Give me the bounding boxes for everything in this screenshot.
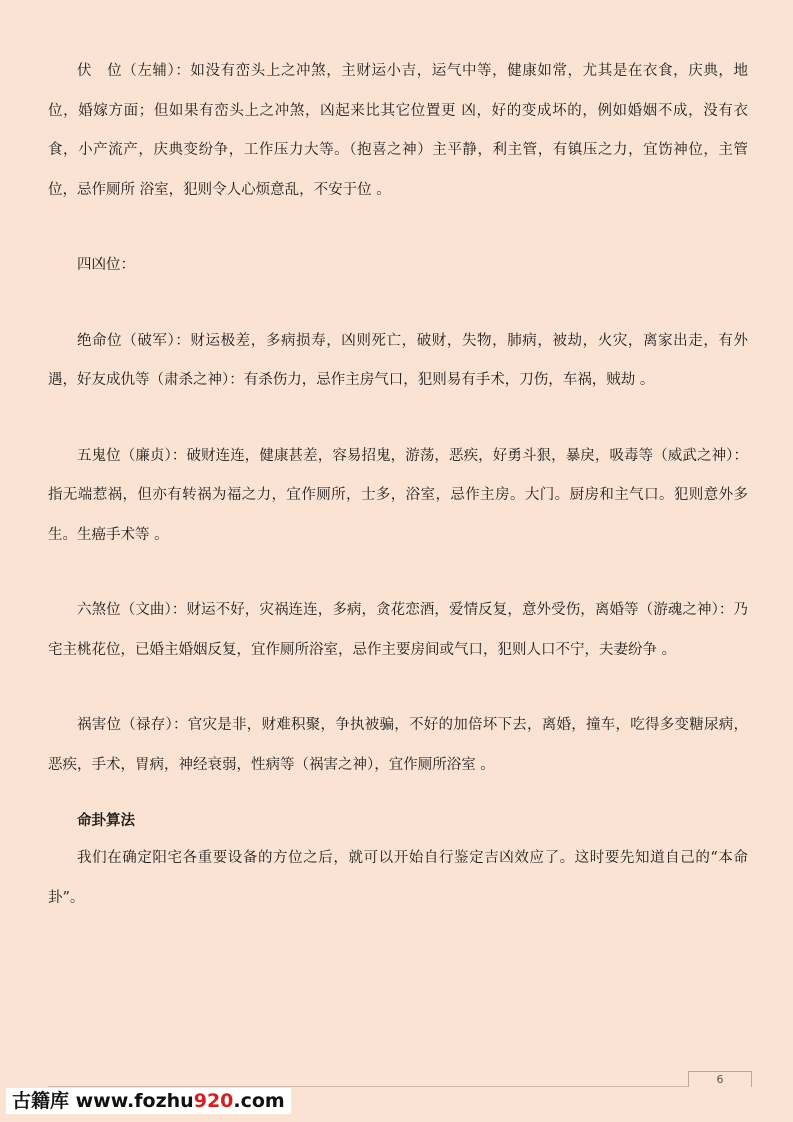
watermark-suffix: .com [233,1090,285,1112]
page-number: 6 [688,1071,752,1087]
section-heading: 命卦算法 [77,812,135,829]
paragraph-jueming: 绝命位（破军）：财运极差，多病损寿，凶则死亡，破财，失物，肺病，被劫，火灾，离家出走，有外遇，好友成仇等（肃杀之神）：有杀伤力，忌作主房气口，犯则易有手术，刀伤，车祸，贼劫 。 [48,332,748,388]
section-paragraph: 我们在确定阳宅各重要设备的方位之后，就可以开始自行鉴定吉凶效应了。这时要先知道自己的“本命卦”。 [48,850,748,906]
paragraph-wugui: 五鬼位（廉贞）：破财连连，健康甚差，容易招鬼，游荡，恶疾，好勇斗狠，暴戾，吸毒等（威武之神）：指无端惹祸，但亦有转祸为福之力，宜作厕所，士多，浴室，忌作主房。大门。厨房和主气口。犯则意外多生。生癌手术等 。 [48,447,748,543]
watermark-prefix: 古籍库 www.fozhu [12,1090,194,1112]
paragraph-huohai: 祸害位（禄存）：官灾是非，财难积聚，争执被骗，不好的加倍坏下去，离婚，撞车，吃得多变糖尿病，恶疾，手术，胃病，神经衰弱，性病等（祸害之神），宜作厕所浴室 。 [48,717,748,773]
footer-rule [48,1086,688,1087]
paragraph-fuwei: 伏 位（左辅）：如没有峦头上之冲煞，主财运小吉，运气中等，健康如常，尤其是在衣食，庆典，地位，婚嫁方面；但如果有峦头上之冲煞，凶起来比其它位置更 凶，好的变成坏的，例如婚姻不成，没有衣食，小产流产，庆典变纷争，工作压力大等。（抱喜之神）主平静，利主管，有镇压之力，宜饬神位，主管位，忌作厕所 浴室，犯则令人心烦意乱，不安于位 。 [48,63,748,198]
site-watermark [6,1088,291,1114]
watermark-number: 920 [193,1090,234,1112]
paragraph-four-inauspicious: 四凶位： [77,257,135,273]
paragraph-liusha: 六煞位（文曲）：财运不好，灾祸连连，多病，贪花恋酒，爱情反复，意外受伤，离婚等（游魂之神）：乃宅主桃花位，已婚主婚姻反复，宜作厕所浴室，忌作主要房间或气口，犯则人口不宁，夫妻纷争 。 [48,602,748,658]
document-body [48,52,748,918]
